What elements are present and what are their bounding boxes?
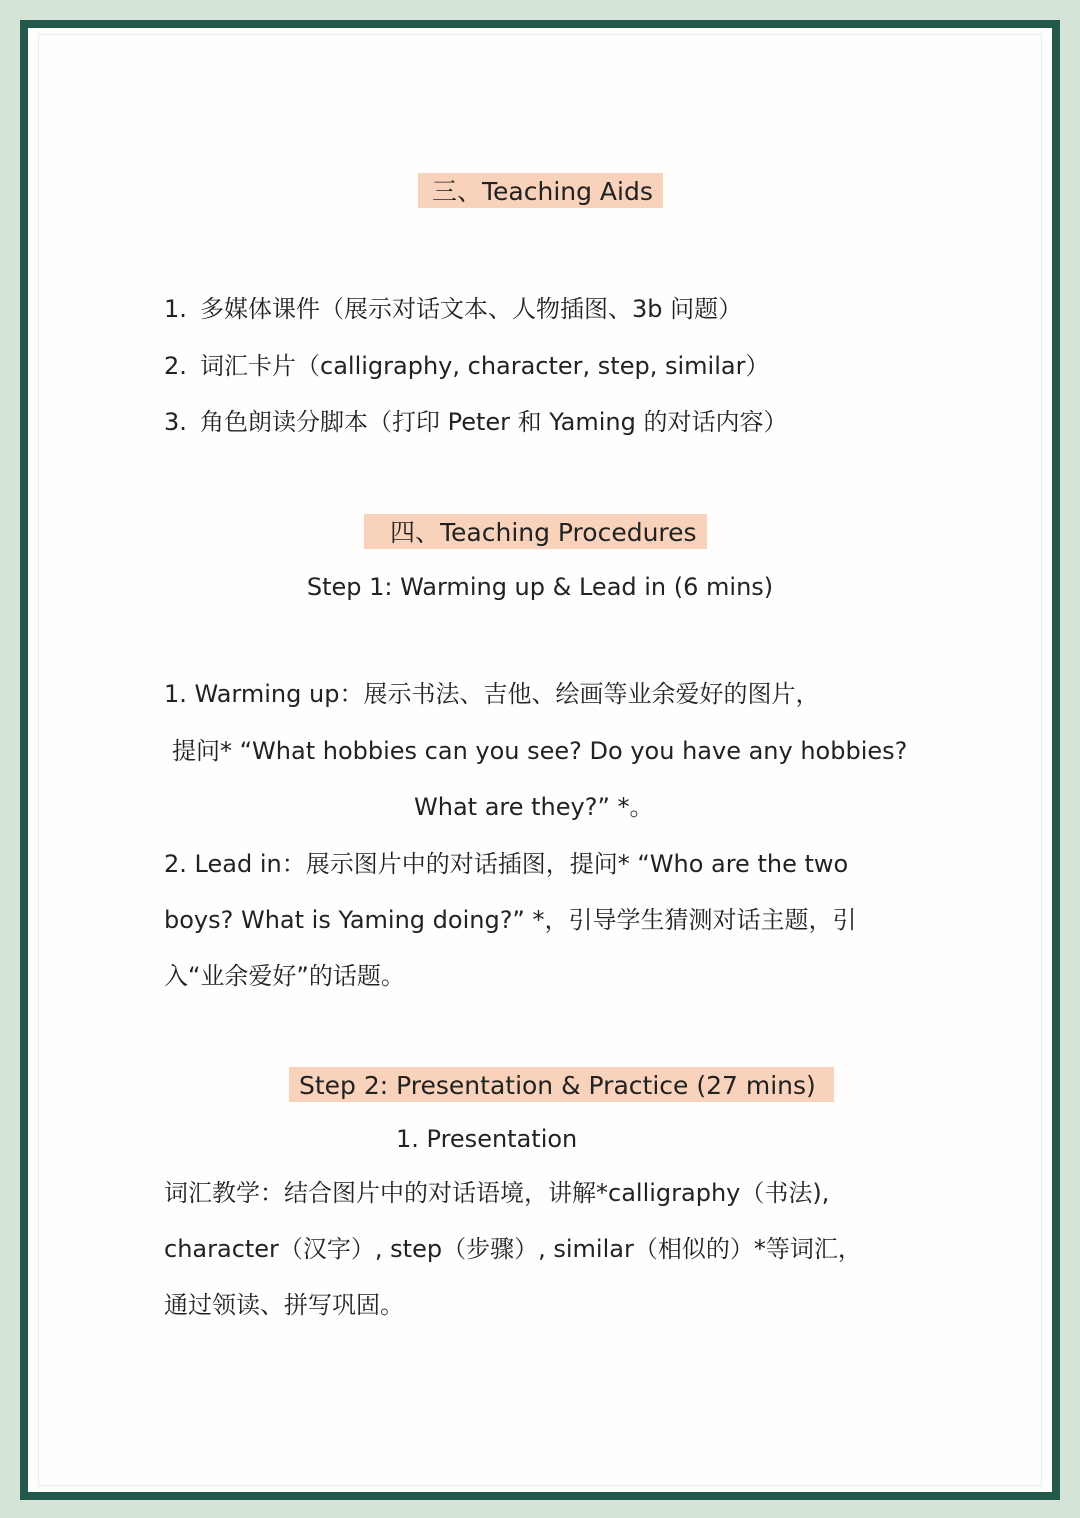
list-number: 1. xyxy=(164,295,187,323)
heading-highlight: Step 2: Presentation & Practice (27 mins) xyxy=(289,1067,834,1102)
lead-in-line-1: 2. Lead in：展示图片中的对话插图，提问* “Who are the two xyxy=(164,850,849,878)
lead-in-line-3: 入“业余爱好”的话题。 xyxy=(164,962,405,990)
list-number: 2. xyxy=(164,352,187,380)
step2-heading xyxy=(289,1068,834,1104)
lead-in-line-2: boys? What is Yaming doing?” *，引导学生猜测对话主题，引 xyxy=(164,906,857,934)
list-text: 词汇卡片（calligraphy, character, step, similar） xyxy=(200,352,770,380)
warming-up-line-3: What are they?” *。 xyxy=(414,793,654,821)
list-number: 3. xyxy=(164,408,187,436)
vocab-teaching-line-2: character（汉字）, step（步骤）, similar（相似的）*等词汇， xyxy=(164,1235,862,1263)
list-item xyxy=(164,349,769,383)
list-text: 角色朗读分脚本（打印 Peter 和 Yaming 的对话内容） xyxy=(200,408,788,436)
list-text: 多媒体课件（展示对话文本、人物插图、3b 问题） xyxy=(200,295,743,323)
step1-title: Step 1: Warming up & Lead in (6 mins) xyxy=(306,573,774,601)
heading-highlight: 四、Teaching Procedures xyxy=(364,514,707,549)
presentation-subheading: 1. Presentation xyxy=(396,1125,578,1153)
warming-up-line-2: 提问* “What hobbies can you see? Do you have any hobbies? xyxy=(172,737,908,765)
section-heading-teaching-procedures xyxy=(364,515,707,551)
vocab-teaching-line-3: 通过领读、拼写巩固。 xyxy=(164,1291,404,1319)
list-item xyxy=(164,292,742,326)
vocab-teaching-line-1: 词汇教学：结合图片中的对话语境，讲解*calligraphy（书法), xyxy=(164,1179,830,1207)
list-item xyxy=(164,405,788,439)
section-heading-teaching-aids xyxy=(418,174,663,210)
warming-up-line-1: 1. Warming up：展示书法、吉他、绘画等业余爱好的图片， xyxy=(164,680,820,708)
heading-highlight: 三、Teaching Aids xyxy=(418,173,663,208)
